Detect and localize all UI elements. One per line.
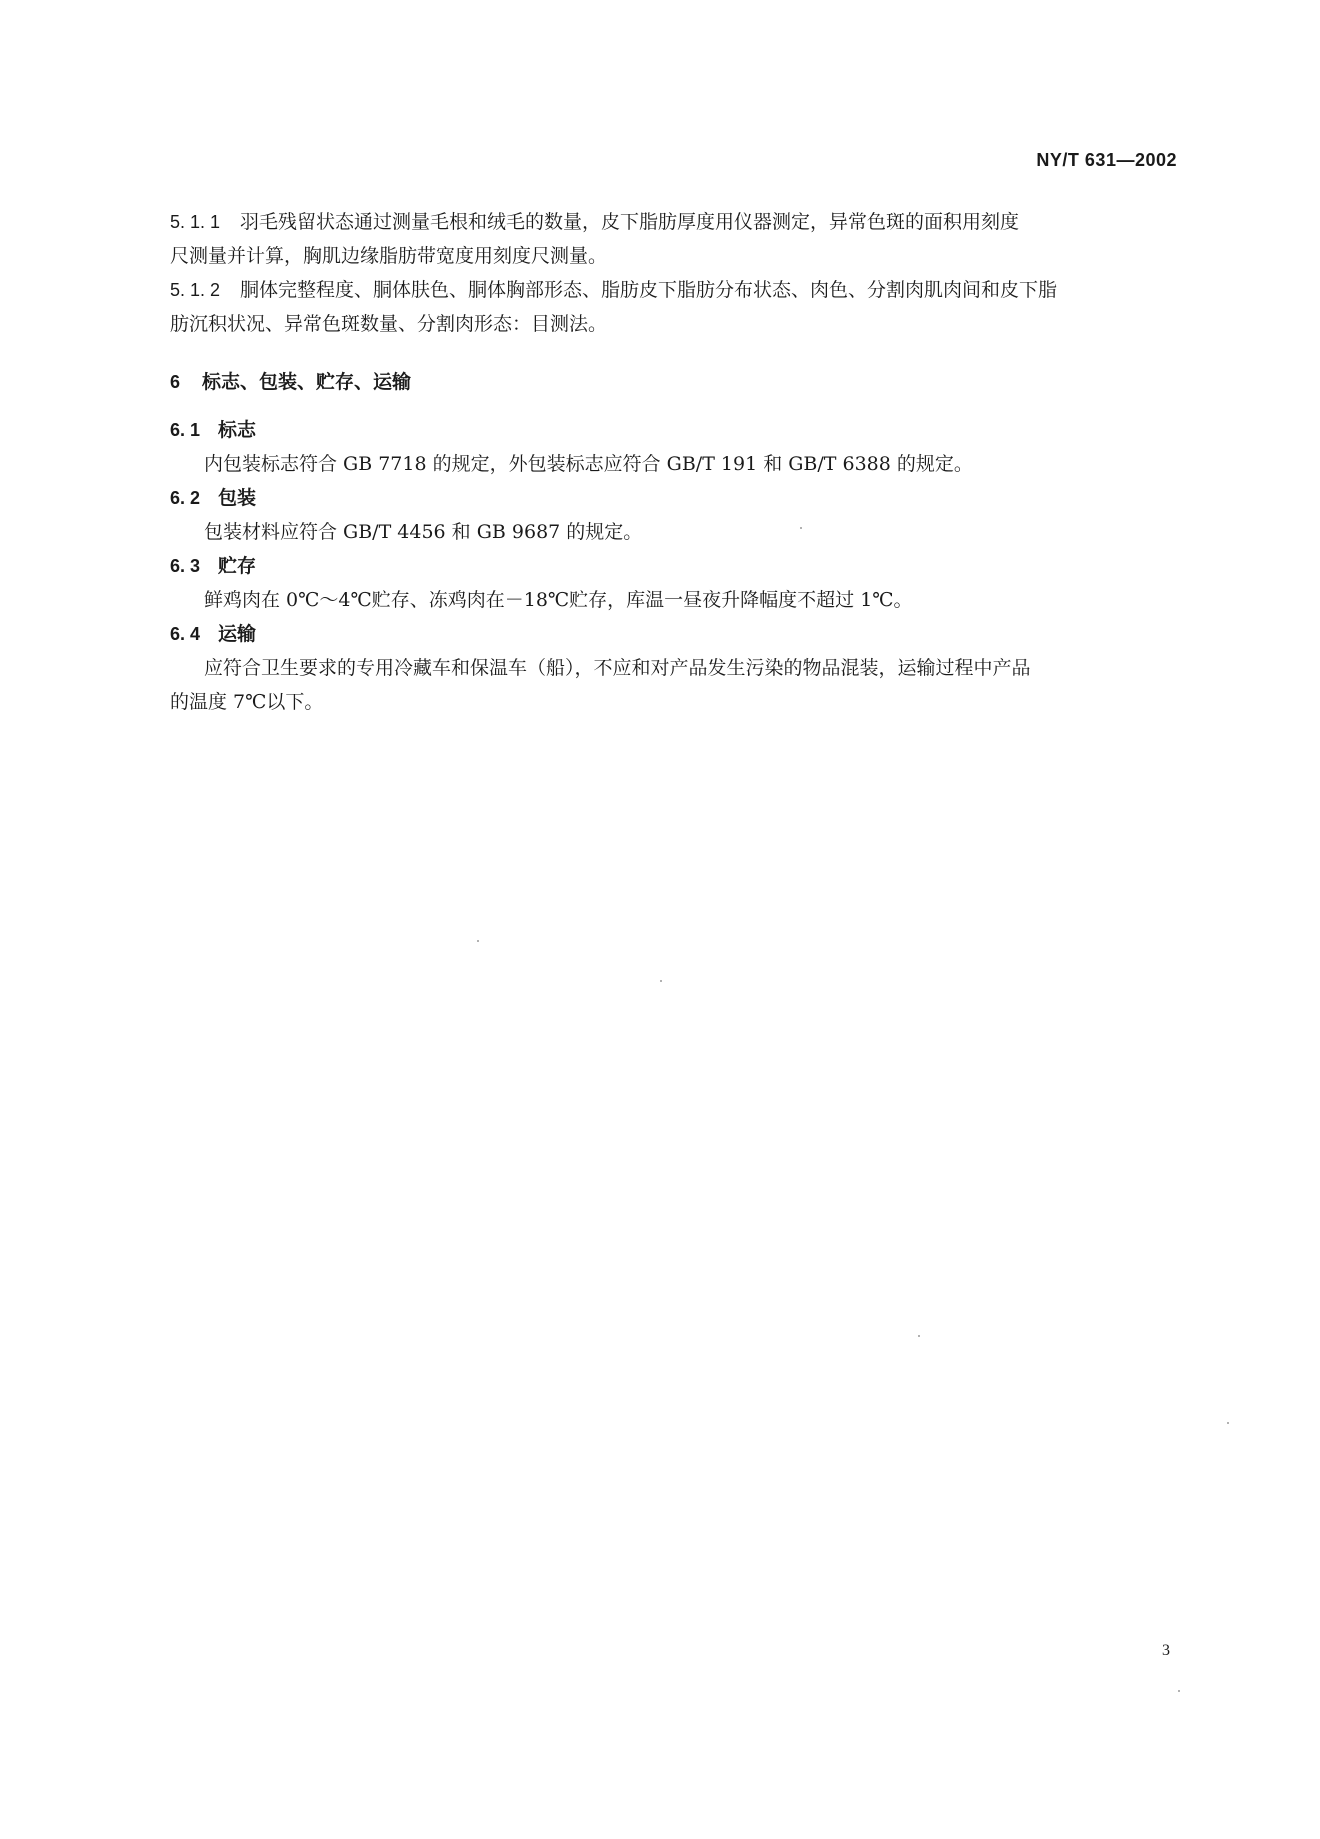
clause-text-line: 尺测量并计算，胸肌边缘脂肪带宽度用刻度尺测量。 bbox=[170, 245, 608, 267]
subsection-number: 6. 3 bbox=[170, 556, 201, 576]
subsection-6-2-heading bbox=[170, 481, 1180, 515]
scan-speck bbox=[477, 940, 479, 942]
scan-speck bbox=[1227, 1422, 1229, 1424]
clause-number: 5. 1. 1 bbox=[170, 212, 221, 232]
scan-speck bbox=[1178, 1690, 1180, 1692]
subsection-title: 运输 bbox=[218, 623, 257, 645]
subsection-6-1-body: 内包装标志符合 GB 7718 的规定，外包装标志应符合 GB/T 191 和 GB/T 6388 的规定。 bbox=[204, 453, 973, 475]
clause-5-1-2 bbox=[170, 273, 1180, 341]
subsection-6-3-body: 鲜鸡肉在 0℃～4℃贮存、冻鸡肉在－18℃贮存，库温一昼夜升降幅度不超过 1℃。 bbox=[204, 589, 913, 611]
body-text-line: 应符合卫生要求的专用冷藏车和保温车（船），不应和对产品发生污染的物品混装，运输过程中产品 bbox=[204, 657, 1031, 679]
subsection-6-4-heading bbox=[170, 617, 1180, 651]
body-text-line: 的温度 7℃以下。 bbox=[170, 691, 324, 713]
section-6-heading bbox=[170, 365, 1180, 399]
section-number: 6 bbox=[170, 372, 181, 392]
clause-text-line: 胴体完整程度、胴体肤色、胴体胸部形态、脂肪皮下脂肪分布状态、肉色、分割肉肌肉间和皮下脂 bbox=[240, 279, 1058, 301]
subsection-title: 标志 bbox=[218, 419, 257, 441]
page-content bbox=[170, 205, 1180, 719]
subsection-6-1-heading bbox=[170, 413, 1180, 447]
section-title: 标志、包装、贮存、运输 bbox=[202, 371, 412, 393]
clause-text-line: 肪沉积状况、异常色斑数量、分割肉形态：目测法。 bbox=[170, 313, 608, 335]
subsection-6-4-body bbox=[170, 651, 1180, 719]
clause-5-1-1 bbox=[170, 205, 1180, 273]
clause-text-line: 羽毛残留状态通过测量毛根和绒毛的数量，皮下脂肪厚度用仪器测定，异常色斑的面积用刻度 bbox=[240, 211, 1020, 233]
scan-speck bbox=[918, 1335, 920, 1337]
clause-number: 5. 1. 2 bbox=[170, 280, 221, 300]
page-number: 3 bbox=[1162, 1642, 1170, 1659]
subsection-6-3-heading bbox=[170, 549, 1180, 583]
subsection-number: 6. 2 bbox=[170, 488, 201, 508]
subsection-number: 6. 4 bbox=[170, 624, 201, 644]
scan-speck bbox=[660, 980, 662, 982]
subsection-title: 包装 bbox=[218, 487, 257, 509]
subsection-title: 贮存 bbox=[218, 555, 257, 577]
subsection-6-2-body: 包装材料应符合 GB/T 4456 和 GB 9687 的规定。 bbox=[204, 521, 643, 543]
subsection-number: 6. 1 bbox=[170, 420, 201, 440]
standard-code: NY/T 631—2002 bbox=[1036, 150, 1177, 170]
scan-speck bbox=[800, 527, 802, 529]
